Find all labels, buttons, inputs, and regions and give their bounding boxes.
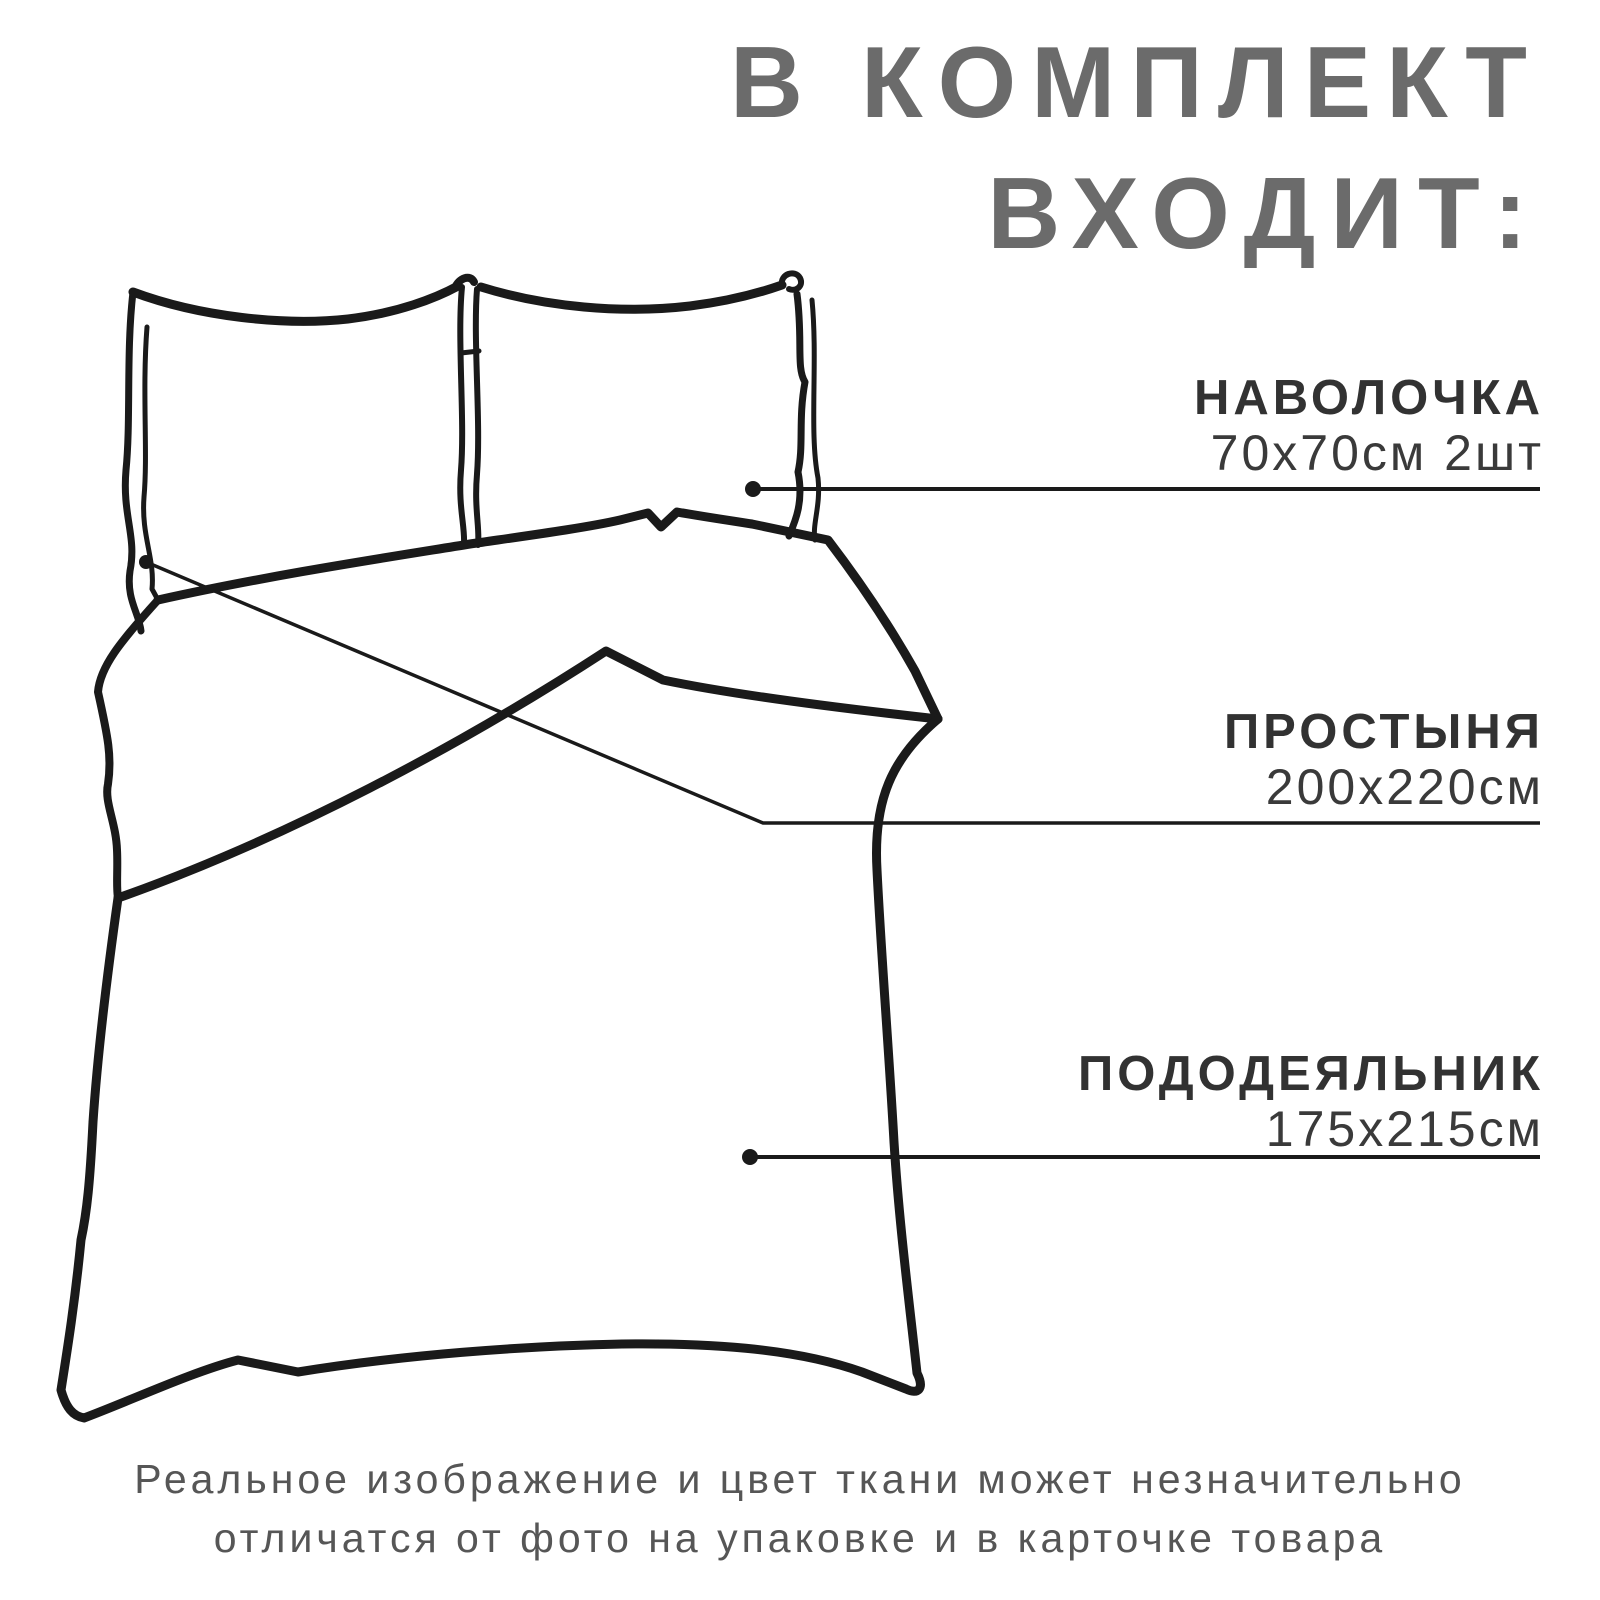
pillow-left-outer-edge — [125, 292, 141, 631]
pillow-left-top-edge — [133, 286, 458, 321]
pillow-right-top-edge — [481, 285, 782, 309]
label-pillowcase-size: 70х70см 2шт — [1210, 425, 1544, 481]
label-duvet-cover — [1078, 1046, 1544, 1157]
bed-sketch-lines — [61, 273, 938, 1418]
disclaimer-line-2: отличатся от фото на упаковке и в карточке товара — [213, 1515, 1387, 1561]
disclaimer-text — [0, 1450, 1600, 1568]
sheet-fold-edge — [118, 651, 938, 898]
page-title-line-2: ВХОДИТ: — [987, 158, 1542, 270]
pillow-right-inner-edge — [812, 300, 819, 540]
label-pillowcase — [1194, 370, 1544, 481]
callout-sheet-dot — [139, 555, 153, 569]
label-sheet-size: 200х220см — [1265, 759, 1544, 815]
callout-pillowcase-dot — [745, 481, 761, 497]
sheet-left-edge — [98, 600, 158, 898]
pillow-divider-left-line — [460, 287, 464, 543]
label-pillowcase-name: НАВОЛОЧКА — [1193, 371, 1544, 425]
label-sheet — [1224, 704, 1544, 815]
disclaimer-line-1: Реальное изображение и цвет ткани может незначительно — [134, 1456, 1466, 1502]
page-title — [730, 18, 1542, 280]
callout-pillowcase — [745, 481, 1540, 497]
label-sheet-name: ПРОСТЫНЯ — [1223, 705, 1544, 759]
callout-duvet-dot — [742, 1149, 758, 1165]
pillow-right-outer-edge — [789, 294, 805, 536]
pillow-divider-right-line — [476, 289, 479, 545]
label-duvet-cover-name: ПОДОДЕЯЛЬНИК — [1078, 1047, 1544, 1101]
label-duvet-cover-size: 175х215см — [1265, 1101, 1544, 1157]
pillow-divider-tick — [461, 351, 479, 353]
page-title-line-1: В КОМПЛЕКТ — [729, 27, 1542, 139]
